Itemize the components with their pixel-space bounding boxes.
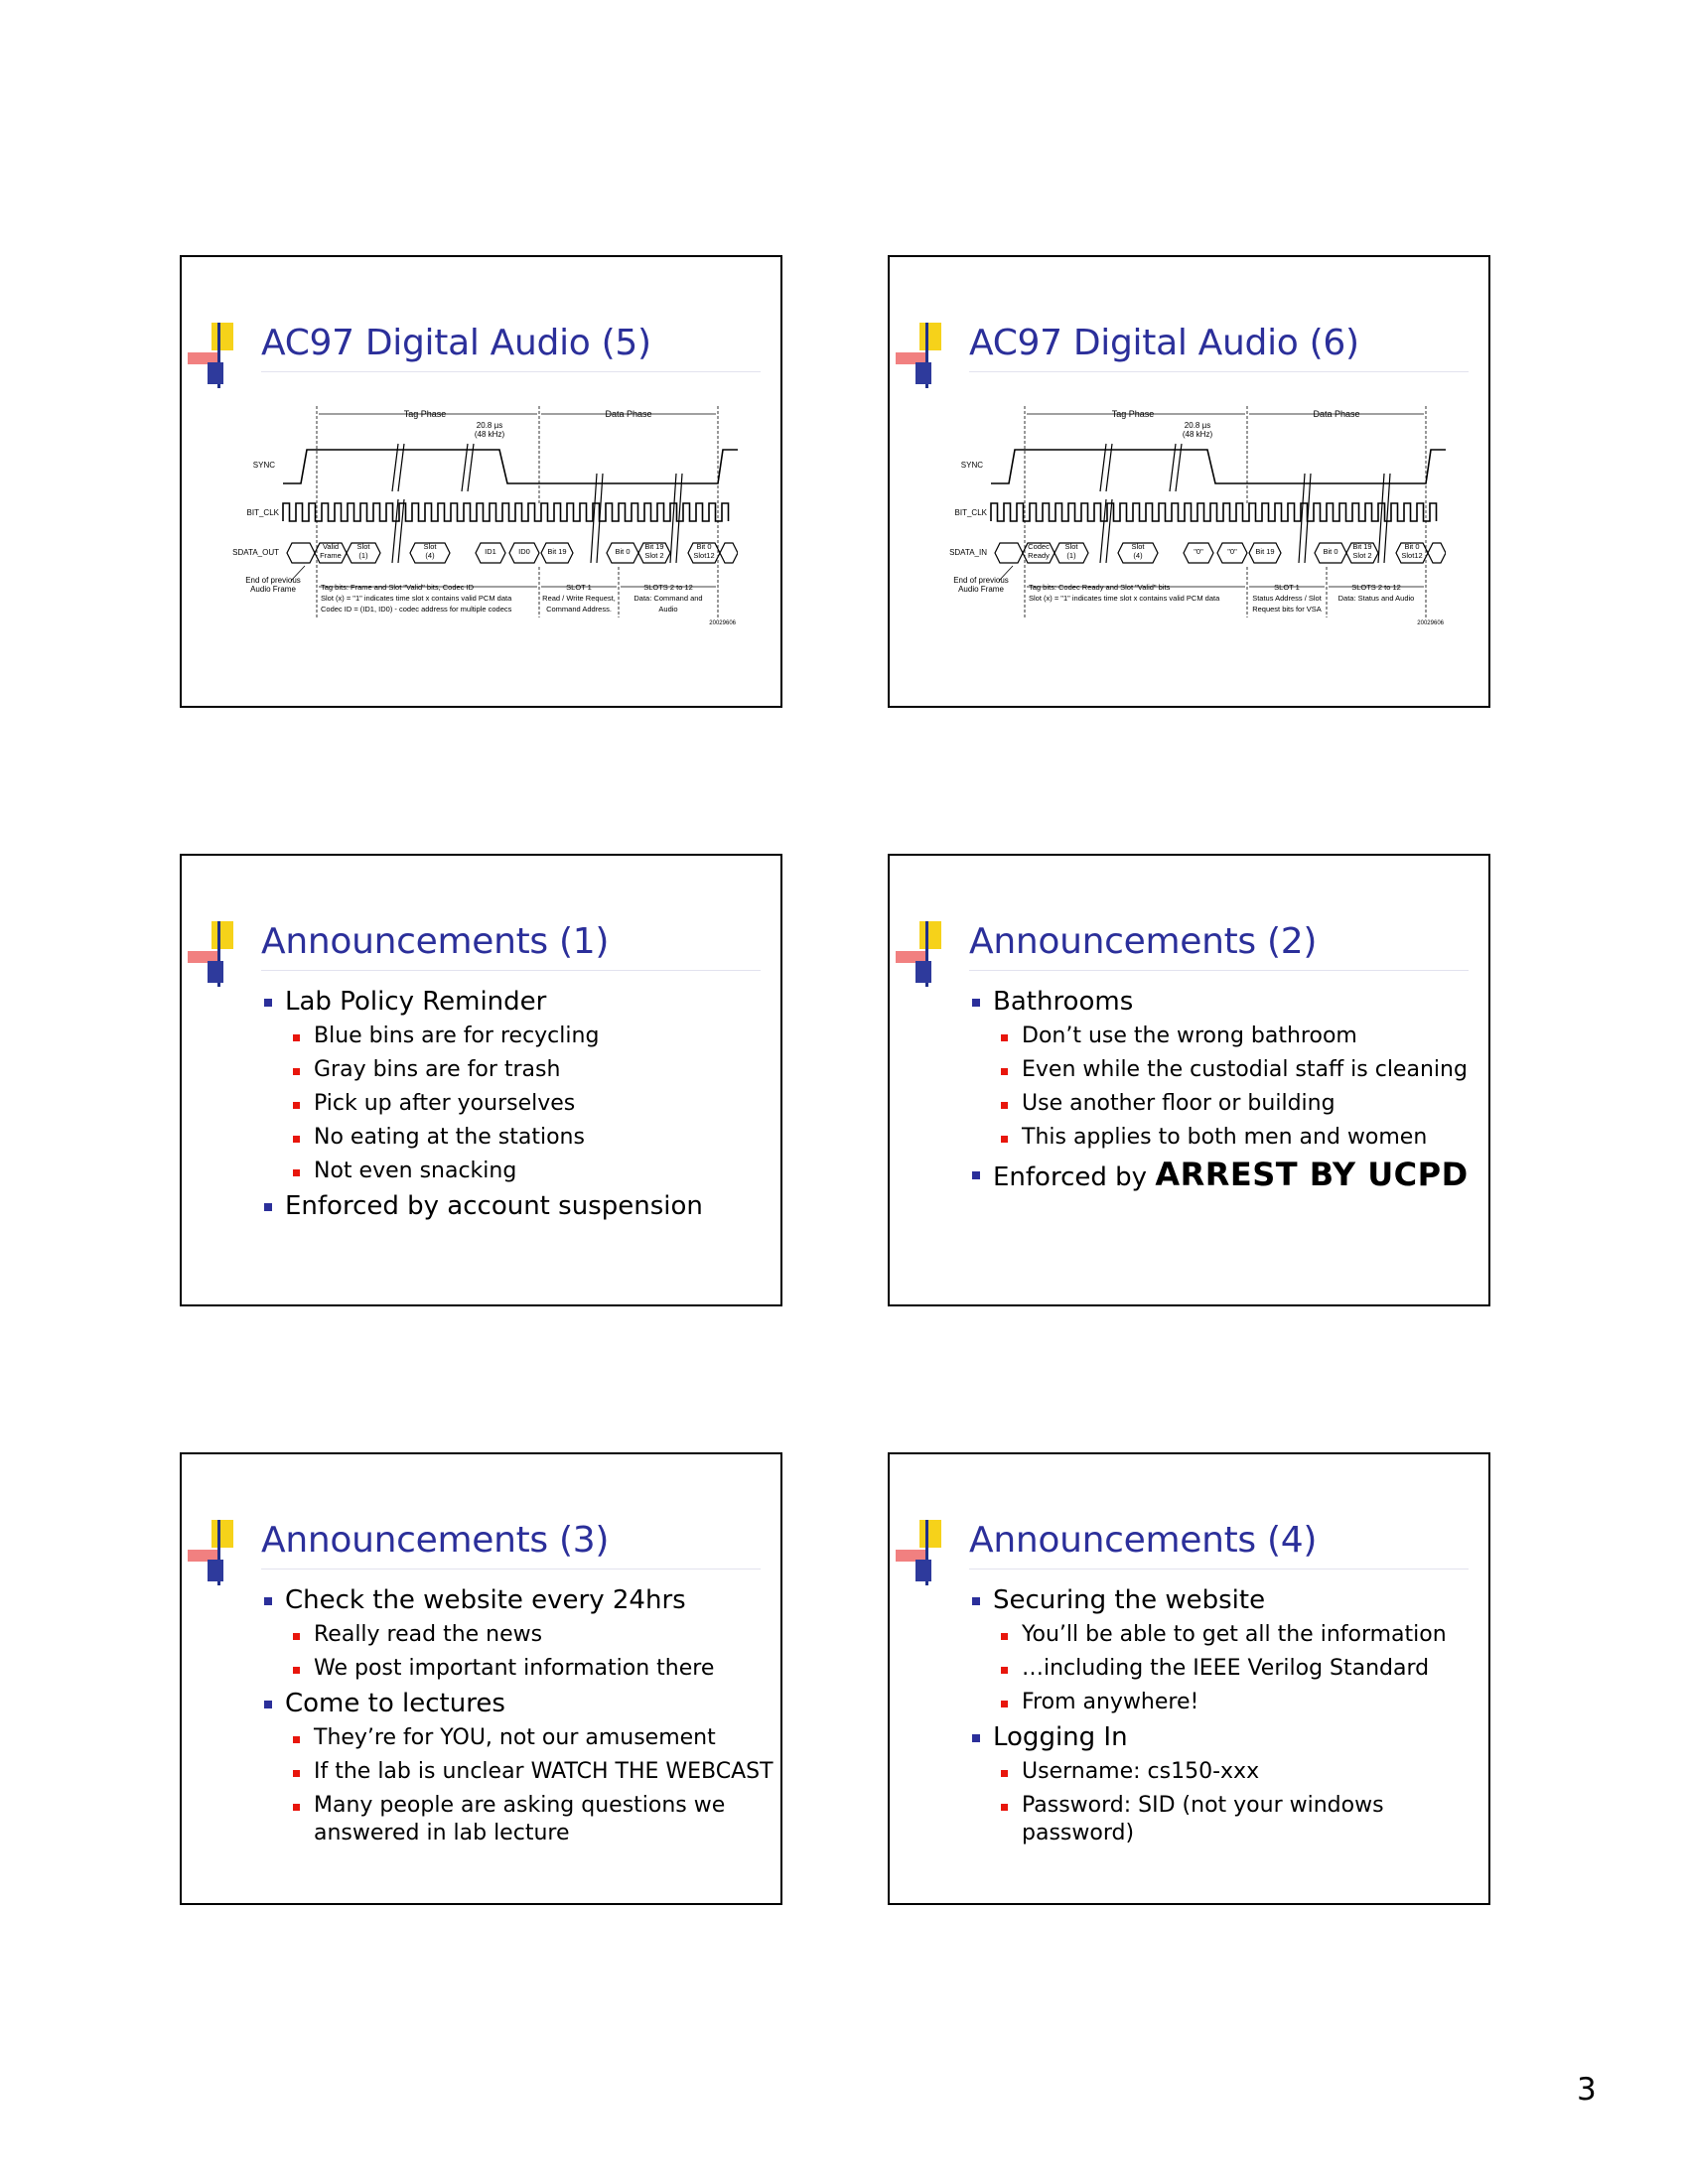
slide-body bbox=[971, 987, 1480, 1198]
title-underline bbox=[261, 371, 761, 372]
cell-label: Bit 0 bbox=[1323, 547, 1338, 556]
bullet-enforced bbox=[971, 1156, 1480, 1193]
bullet: Come to lectures bbox=[263, 1689, 773, 1718]
slot-x-note: Slot (x) = "1" indicates time slot x contains valid PCM data bbox=[1029, 594, 1220, 603]
slide-logo bbox=[188, 1520, 241, 1585]
bullet: Securing the website bbox=[971, 1585, 1480, 1615]
slide-logo bbox=[896, 921, 949, 987]
bullet: Check the website every 24hrs bbox=[263, 1585, 773, 1615]
tag-bits-note: Tag bits: Codec Ready and Slot "Valid" bits bbox=[1029, 583, 1171, 592]
audio-frame-label: Audio Frame bbox=[250, 585, 296, 594]
sync-label: SYNC bbox=[252, 461, 275, 470]
slots212-label: SLOTS 2 to 12 bbox=[643, 583, 693, 592]
cell-label: ID1 bbox=[485, 547, 496, 556]
figure-id: 20029606 bbox=[1417, 620, 1444, 626]
period-label: 20.8 µs bbox=[1184, 421, 1211, 430]
slot1-label: SLOT 1 bbox=[566, 583, 592, 592]
sdata-label: SDATA_OUT bbox=[232, 548, 279, 557]
bitclk-label: BIT_CLK bbox=[954, 508, 987, 517]
end-prev-label: End of previous bbox=[245, 576, 301, 585]
codec-id-note: Codec ID = (ID1, ID0) - codec address for multiple codecs bbox=[321, 605, 512, 614]
bullet: Logging In bbox=[971, 1722, 1480, 1752]
page-number: 3 bbox=[1577, 2072, 1597, 2108]
tag-bits-note: Tag bits: Frame and Slot "Valid" bits, Codec ID bbox=[321, 583, 475, 592]
sub-bullet: This applies to both men and women bbox=[971, 1124, 1480, 1152]
cell-label: Bit 19 bbox=[547, 547, 567, 556]
slide-title: Announcements (3) bbox=[261, 1520, 610, 1561]
cell-label: Bit 19 bbox=[644, 542, 664, 551]
slot-x-note: Slot (x) = "1" indicates time slot x contains valid PCM data bbox=[321, 594, 512, 603]
slide-body bbox=[263, 987, 773, 1227]
slide-logo bbox=[188, 323, 241, 388]
bitclk-label: BIT_CLK bbox=[246, 508, 279, 517]
cell-label: Bit 0 bbox=[696, 542, 712, 551]
cell-label: Slot 2 bbox=[1352, 551, 1372, 560]
cell-label: Ready bbox=[1028, 551, 1050, 560]
cell-label: Slot bbox=[1131, 542, 1145, 551]
slide-announcements-4 bbox=[888, 1452, 1490, 1905]
sub-bullet: Don’t use the wrong bathroom bbox=[971, 1023, 1480, 1050]
slide-title: Announcements (2) bbox=[969, 921, 1318, 962]
slide-logo bbox=[188, 921, 241, 987]
cell-label: Slot12 bbox=[1401, 551, 1423, 560]
cell-label: (4) bbox=[425, 551, 435, 560]
cell-label: Slot bbox=[423, 542, 437, 551]
cell-label: Codec bbox=[1028, 542, 1050, 551]
cell-label: ID0 bbox=[518, 547, 530, 556]
slot1-label: SLOT 1 bbox=[1274, 583, 1300, 592]
sub-bullet: …including the IEEE Verilog Standard bbox=[971, 1655, 1480, 1683]
title-underline bbox=[261, 970, 761, 971]
cell-label: Bit 0 bbox=[615, 547, 631, 556]
cell-label: Bit 19 bbox=[1352, 542, 1372, 551]
data-phase-label: Data Phase bbox=[1313, 409, 1360, 419]
slide-logo bbox=[896, 323, 949, 388]
cell-label: (1) bbox=[358, 551, 368, 560]
period-label: 20.8 µs bbox=[476, 421, 503, 430]
cell-label: Slot bbox=[356, 542, 370, 551]
cell-label: Frame bbox=[320, 551, 342, 560]
cell-label: Slot bbox=[1064, 542, 1078, 551]
slide-announcements-1 bbox=[180, 854, 782, 1306]
freq-label: (48 kHz) bbox=[474, 430, 505, 439]
slide-title: AC97 Digital Audio (6) bbox=[969, 323, 1359, 363]
slide-title: Announcements (4) bbox=[969, 1520, 1318, 1561]
sub-bullet: If the lab is unclear WATCH THE WEBCAST bbox=[263, 1758, 773, 1786]
tag-phase-label: Tag Phase bbox=[403, 409, 447, 419]
bullet: Bathrooms bbox=[971, 987, 1480, 1017]
figure-id: 20029606 bbox=[709, 620, 736, 626]
sub-bullet: Really read the news bbox=[263, 1621, 773, 1649]
sub-bullet: They’re for YOU, not our amusement bbox=[263, 1724, 773, 1752]
slide-body bbox=[263, 1585, 773, 1853]
cell-label: "0" bbox=[1194, 547, 1203, 556]
end-prev-label: End of previous bbox=[953, 576, 1009, 585]
slide-title: AC97 Digital Audio (5) bbox=[261, 323, 651, 363]
sub-bullet: Even while the custodial staff is cleaning bbox=[971, 1056, 1480, 1084]
bullet: Lab Policy Reminder bbox=[263, 987, 773, 1017]
title-underline bbox=[969, 371, 1469, 372]
cell-label: Slot12 bbox=[693, 551, 715, 560]
sub-bullet: Not even snacking bbox=[263, 1158, 773, 1185]
slots212-desc: Data: Command and bbox=[633, 594, 703, 603]
sub-bullet: Blue bins are for recycling bbox=[263, 1023, 773, 1050]
slots212-label: SLOTS 2 to 12 bbox=[1351, 583, 1401, 592]
slide-body bbox=[971, 1585, 1480, 1853]
slide-logo bbox=[896, 1520, 949, 1585]
sync-label: SYNC bbox=[960, 461, 983, 470]
freq-label: (48 kHz) bbox=[1182, 430, 1213, 439]
slot1-desc: Status Address / Slot bbox=[1252, 594, 1322, 603]
sub-bullet: We post important information there bbox=[263, 1655, 773, 1683]
slots212-desc: Data: Status and Audio bbox=[1337, 594, 1415, 603]
enforced-emphasis: ARREST BY UCPD bbox=[1155, 1156, 1469, 1193]
sub-bullet: Pick up after yourselves bbox=[263, 1090, 773, 1118]
bullet: Enforced by account suspension bbox=[263, 1191, 773, 1221]
sub-bullet: Username: cs150-xxx bbox=[971, 1758, 1480, 1786]
title-underline bbox=[969, 1569, 1469, 1570]
slide-ac97-6 bbox=[888, 255, 1490, 708]
sdata-label: SDATA_IN bbox=[949, 548, 987, 557]
cell-label: (4) bbox=[1133, 551, 1143, 560]
sub-bullet: From anywhere! bbox=[971, 1689, 1480, 1716]
cell-label: Bit 0 bbox=[1404, 542, 1420, 551]
cell-label: Slot 2 bbox=[644, 551, 664, 560]
timing-diagram bbox=[221, 404, 738, 662]
slide-ac97-5 bbox=[180, 255, 782, 708]
tag-phase-label: Tag Phase bbox=[1111, 409, 1155, 419]
audio-frame-label: Audio Frame bbox=[958, 585, 1004, 594]
slots212-desc: Audio bbox=[658, 605, 678, 614]
sub-bullet: Password: SID (not your windows password) bbox=[971, 1792, 1480, 1847]
sub-bullet: You’ll be able to get all the information bbox=[971, 1621, 1480, 1649]
timing-diagram bbox=[929, 404, 1446, 662]
slot1-desc: Command Address. bbox=[546, 605, 612, 614]
cell-label: "0" bbox=[1227, 547, 1237, 556]
enforced-prefix: Enforced by bbox=[993, 1162, 1156, 1192]
slot1-desc: Request bits for VSA bbox=[1252, 605, 1322, 614]
sub-bullet: Gray bins are for trash bbox=[263, 1056, 773, 1084]
sub-bullet: No eating at the stations bbox=[263, 1124, 773, 1152]
cell-label: (1) bbox=[1066, 551, 1076, 560]
slide-announcements-3 bbox=[180, 1452, 782, 1905]
slot1-desc: Read / Write Request, bbox=[542, 594, 616, 603]
sub-bullet: Use another floor or building bbox=[971, 1090, 1480, 1118]
cell-label: Bit 19 bbox=[1255, 547, 1275, 556]
data-phase-label: Data Phase bbox=[605, 409, 652, 419]
cell-label: Valid bbox=[322, 542, 340, 551]
slide-announcements-2 bbox=[888, 854, 1490, 1306]
title-underline bbox=[969, 970, 1469, 971]
sub-bullet: Many people are asking questions we answered in lab lecture bbox=[263, 1792, 773, 1847]
title-underline bbox=[261, 1569, 761, 1570]
slide-title: Announcements (1) bbox=[261, 921, 610, 962]
